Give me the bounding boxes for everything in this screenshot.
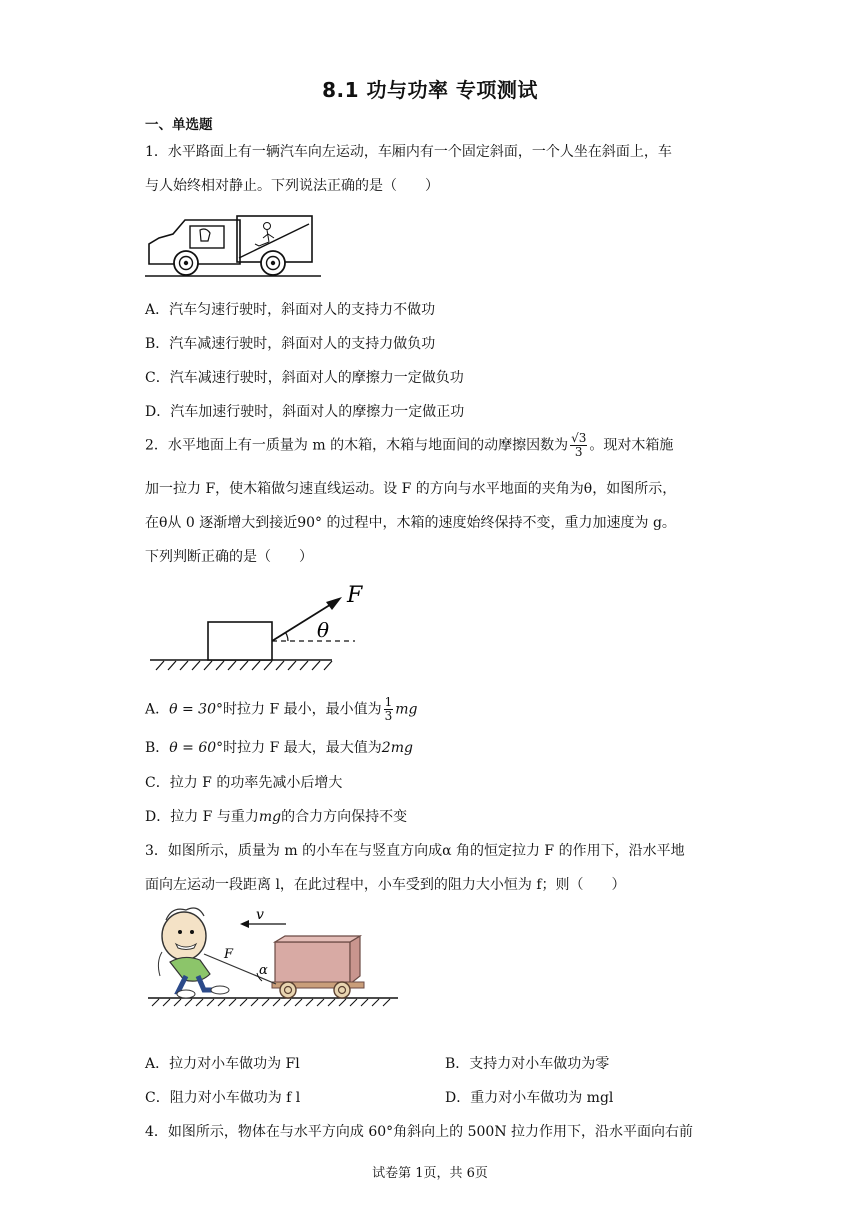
q3-velocity-label: v: [256, 907, 264, 923]
q2-option-b: B．θ = 60°时拉力 F 最大，最大值为2mg: [145, 740, 413, 756]
q3-option-a: A．拉力对小车做功为 Fl: [145, 1056, 300, 1072]
q2-line4: 下列判断正确的是（ ）: [145, 549, 313, 565]
q1-line1: 1．水平路面上有一辆汽车向左运动，车厢内有一个固定斜面，一个人坐在斜面上，车: [145, 144, 672, 160]
mu-fraction: $\frac{√3}{3}$: [571, 431, 587, 459]
page-title: 8.1 功与功率 专项测试: [322, 78, 538, 102]
q3-alpha-label: α: [259, 963, 268, 978]
q2-option-d: D．拉力 F 与重力mg的合力方向保持不变: [145, 809, 408, 825]
q4-line1: 4．如图所示，物体在与水平方向成 60°角斜向上的 500N 拉力作用下，沿水平面向右前: [145, 1124, 694, 1140]
q2-option-a: A．θ = 30°时拉力 F 最小，最小值为 $\frac{1}{3}$ mg: [145, 695, 418, 723]
q3-option-c: C．阻力对小车做功为 f l: [145, 1090, 301, 1106]
q2-line1: 2．水平地面上有一质量为 m 的木箱，木箱与地面间的动摩擦因数为 $\frac{√3}{3}$ 。现对木箱施: [145, 431, 674, 459]
page-footer: 试卷第 1页，共 6页: [372, 1166, 488, 1181]
q1-line2: 与人始终相对静止。下列说法正确的是（ ）: [145, 178, 439, 194]
q2-angle-label: θ: [317, 618, 330, 642]
q3-option-b: B．支持力对小车做功为零: [445, 1056, 610, 1072]
q1-option-a: A．汽车匀速行驶时，斜面对人的支持力不做功: [145, 302, 436, 318]
q2-line3: 在θ从 0 逐渐增大到接近90° 的过程中，木箱的速度始终保持不变，重力加速度为 g。: [145, 515, 676, 531]
q3-line2: 面向左运动一段距离 l，在此过程中，小车受到的阻力大小恒为 f；则（ ）: [145, 877, 626, 893]
q2-force-label: F: [347, 583, 363, 608]
q1-option-d: D．汽车加速行驶时，斜面对人的摩擦力一定做正功: [145, 404, 465, 420]
q3-force-label: F: [224, 947, 234, 962]
q1-figure-truck: [145, 208, 325, 280]
q3-figure-cart: [148, 902, 403, 1012]
q3-option-d: D．重力对小车做功为 mgl: [445, 1090, 614, 1106]
q3-line1: 3．如图所示，质量为 m 的小车在与竖直方向成α 角的恒定拉力 F 的作用下，沿水平地: [145, 843, 685, 859]
q1-option-c: C．汽车减速行驶时，斜面对人的摩擦力一定做负功: [145, 370, 464, 386]
q2-option-c: C．拉力 F 的功率先减小后增大: [145, 775, 343, 791]
q2-line2: 加一拉力 F，使木箱做匀速直线运动。设 F 的方向与水平地面的夹角为θ，如图所示，: [145, 481, 677, 497]
q1-option-b: B．汽车减速行驶时，斜面对人的支持力做负功: [145, 336, 436, 352]
section-heading: 一、单选题: [145, 117, 213, 133]
q2-figure-box: [150, 580, 370, 680]
